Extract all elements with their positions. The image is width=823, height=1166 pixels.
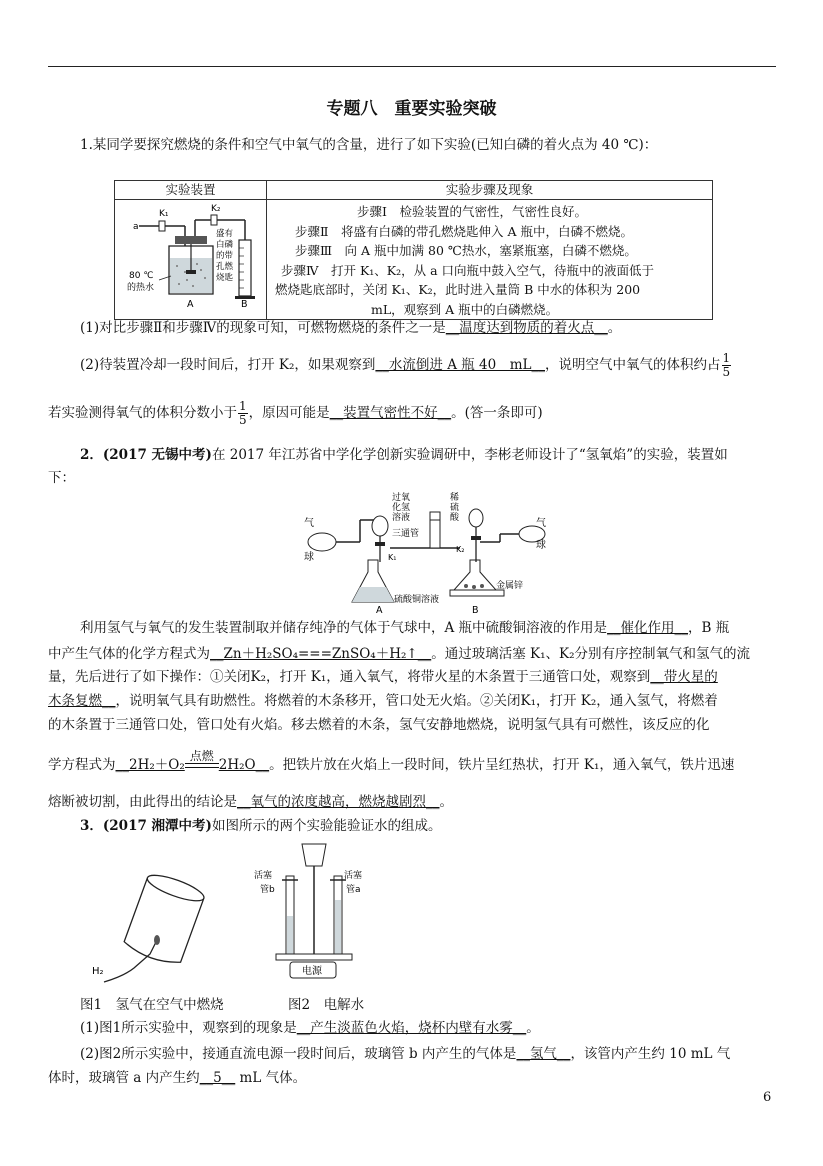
svg-text:A: A <box>376 605 383 615</box>
page-title: 专题八 重要实验突破 <box>326 99 497 119</box>
q2-line6: 学方程式为__2H₂＋O₂ 点燃 2H₂O__。把铁片放在火焰上一段时间，铁片呈红热状，打开 K₁，通入氧气，铁片迅速 <box>48 745 734 785</box>
figure-2-caption: 图2 电解水 <box>288 997 365 1013</box>
q3-part2: (2)图2所示实验中，接通直流电源一段时间后，玻璃管 b 内产生的气体是__氢气__，该管内产生约 10 mL 气 <box>80 1046 731 1062</box>
q2-answer-5: __氧气的浓度越高，燃烧越剧烈__ <box>237 794 440 810</box>
q2-answer-3a: __带火星的 <box>650 669 718 685</box>
svg-text:气: 气 <box>304 518 314 529</box>
q2-line2: 中产生气体的化学方程式为__Zn＋H₂SO₄===ZnSO₄＋H₂↑__。通过玻璃活塞 K₁、K₂分别有序控制氧气和氢气的流 <box>48 646 751 662</box>
svg-text:硫: 硫 <box>450 503 460 513</box>
fraction-one-fifth-2: $\frac{1}{5}$ <box>239 399 247 427</box>
svg-text:的带: 的带 <box>216 251 234 261</box>
step-4: 步骤Ⅳ 打开 K₁、K₂，从 a 口向瓶中鼓入空气，待瓶中的液面低于 <box>281 262 655 278</box>
q3-stem: 3．(2017 湘潭中考)如图所示的两个实验能验证水的组成。 <box>80 818 442 834</box>
q1-part2: (2)待装置冷却一段时间后，打开 K₂，如果观察到__水流倒进 A 瓶 40 mL__，说明空气中氧气的体积约占 $\frac{1}{5}$ <box>80 351 731 379</box>
q1-answer-2: __水流倒进 A 瓶 40 mL__ <box>375 357 545 373</box>
q3-answer-2: __氢气__ <box>516 1046 571 1062</box>
k1-label: K₁ <box>159 209 169 219</box>
q1-part2b: 若实验测得氧气的体积分数小于 $\frac{1}{5}$ ，原因可能是__装置气密性不好__。(答一条即可) <box>48 399 543 427</box>
header-rule <box>48 66 776 67</box>
svg-text:溶液: 溶液 <box>392 513 411 523</box>
svg-text:K₁: K₁ <box>388 553 397 562</box>
q2-line3: 量，先后进行了如下操作：①关闭K₂，打开 K₁，通入氧气，将带火星的木条置于三通管口处，观察到__带火星的 <box>48 669 718 685</box>
water-label-2: 的热水 <box>127 283 155 293</box>
svg-text:稀: 稀 <box>450 493 460 503</box>
electrolysis-figure <box>254 836 374 986</box>
svg-text:化氢: 化氢 <box>392 503 411 513</box>
q3-part2-cont: 体时，玻璃管 a 内产生约__5__ mL 气体。 <box>48 1070 307 1086</box>
q1-answer-1: __温度达到物质的着火点__ <box>445 320 608 336</box>
water-label-1: 80 ℃ <box>129 271 154 281</box>
q1-stem: 1.某同学要探究燃烧的条件和空气中氧气的含量，进行了如下实验(已知白磷的着火点为 40 ℃)： <box>80 137 658 153</box>
power-label: 电源 <box>302 966 322 977</box>
svg-text:球: 球 <box>304 552 314 563</box>
tube-b-label: 管b <box>260 885 275 895</box>
q2-line4: 木条复燃__，说明氧气具有助燃性。将燃着的木条移开，管口处无火焰。②关闭K₁，打开 K₂，通入氢气，将燃着 <box>48 693 718 709</box>
q2-answer-4a: __2H₂＋O₂ <box>115 757 185 773</box>
valve-left-label: 活塞 <box>254 871 273 881</box>
step-4-cont2: mL，观察到 A 瓶中的白磷燃烧。 <box>371 301 559 317</box>
svg-text:K₂: K₂ <box>456 545 465 554</box>
steps-cell <box>267 200 713 320</box>
svg-text:三通管: 三通管 <box>392 529 420 539</box>
q3-answer-1: __产生淡蓝色火焰，烧杯内壁有水雾__ <box>296 1020 527 1036</box>
svg-text:烧匙: 烧匙 <box>216 273 234 283</box>
q3-part1: (1)图1所示实验中，观察到的现象是__产生淡蓝色火焰，烧杯内壁有水雾__。 <box>80 1020 540 1036</box>
q2-line7: 熔断被切割，由此得出的结论是__氧气的浓度越高，燃烧越剧烈__。 <box>48 794 453 810</box>
q1-part1: (1)对比步骤Ⅱ和步骤Ⅳ的现象可知，可燃物燃烧的条件之一是__温度达到物质的着火点__。 <box>80 320 622 336</box>
page-number: 6 <box>763 1090 772 1105</box>
step-2: 步骤Ⅱ 将盛有白磷的带孔燃烧匙伸入 A 瓶中，白磷不燃烧。 <box>295 223 633 239</box>
q2-answer-4b: 2H₂O__ <box>218 757 270 773</box>
svg-text:硫酸铜溶液: 硫酸铜溶液 <box>394 595 440 605</box>
q2-answer-3b: 木条复燃__ <box>48 693 116 709</box>
cylinder-b-label: B <box>241 299 248 310</box>
figure-1-caption: 图1 氢气在空气中燃烧 <box>80 997 224 1013</box>
svg-text:白磷: 白磷 <box>216 240 234 250</box>
step-4-cont: 燃烧匙底部时，关闭 K₁、K₂，此时进入量筒 B 中水的体积为 200 <box>275 282 641 297</box>
h2-label: H₂ <box>92 966 104 977</box>
q3-answer-3: __5__ <box>199 1070 236 1086</box>
q1-answer-3: __装置气密性不好__ <box>329 405 452 421</box>
k2-label: K₂ <box>211 204 221 214</box>
fraction-one-fifth: $\frac{1}{5}$ <box>722 351 731 379</box>
q2-stem: 2．(2017 无锡中考)在 2017 年江苏省中学化学创新实验调研中，李彬老师设计了“氢氧焰”的实验，装置如 <box>80 447 728 463</box>
svg-text:球: 球 <box>536 540 546 551</box>
q2-answer-1: __催化作用__ <box>607 620 689 636</box>
q2-line1: 利用氢气与氧气的发生装置制取并储存纯净的气体于气球中，A 瓶中硫酸铜溶液的作用是__催化作用__，B 瓶 <box>80 620 730 636</box>
valve-right-label: 活塞 <box>344 871 363 881</box>
svg-text:盛有: 盛有 <box>216 229 234 239</box>
apparatus-cell <box>115 200 267 320</box>
a-port-label: a <box>133 222 139 232</box>
svg-text:酸: 酸 <box>450 513 460 523</box>
ignition-condition: 点燃 <box>185 750 219 781</box>
svg-text:气: 气 <box>536 518 546 529</box>
q2-answer-2: __Zn＋H₂SO₄===ZnSO₄＋H₂↑__ <box>210 646 432 662</box>
tube-a-label: 管a <box>346 885 361 895</box>
table-header-apparatus: 实验装置 <box>115 181 267 200</box>
step-1: 步骤Ⅰ 检验装置的气密性，气密性良好。 <box>357 204 587 219</box>
step-3: 步骤Ⅲ 向 A 瓶中加满 80 ℃热水，塞紧瓶塞，白磷不燃烧。 <box>295 243 637 258</box>
table-header-steps: 实验步骤及现象 <box>267 181 713 200</box>
hydrogen-oxygen-flame-figure <box>300 490 560 615</box>
q2-line5: 的木条置于三通管口处，管口处有火焰。移去燃着的木条，氢气安静地燃烧，说明氢气具有可燃性，该反应的化 <box>48 717 710 733</box>
svg-text:B: B <box>472 605 479 615</box>
q1-experiment-table <box>114 180 713 320</box>
combustion-apparatus-figure <box>115 200 266 314</box>
q2-stem-line2: 下： <box>48 470 75 486</box>
bottle-a-label: A <box>187 299 194 310</box>
svg-text:金属锌: 金属锌 <box>496 581 524 591</box>
svg-text:孔燃: 孔燃 <box>216 262 234 272</box>
svg-text:过氧: 过氧 <box>392 493 411 503</box>
hydrogen-combustion-figure <box>84 870 224 988</box>
